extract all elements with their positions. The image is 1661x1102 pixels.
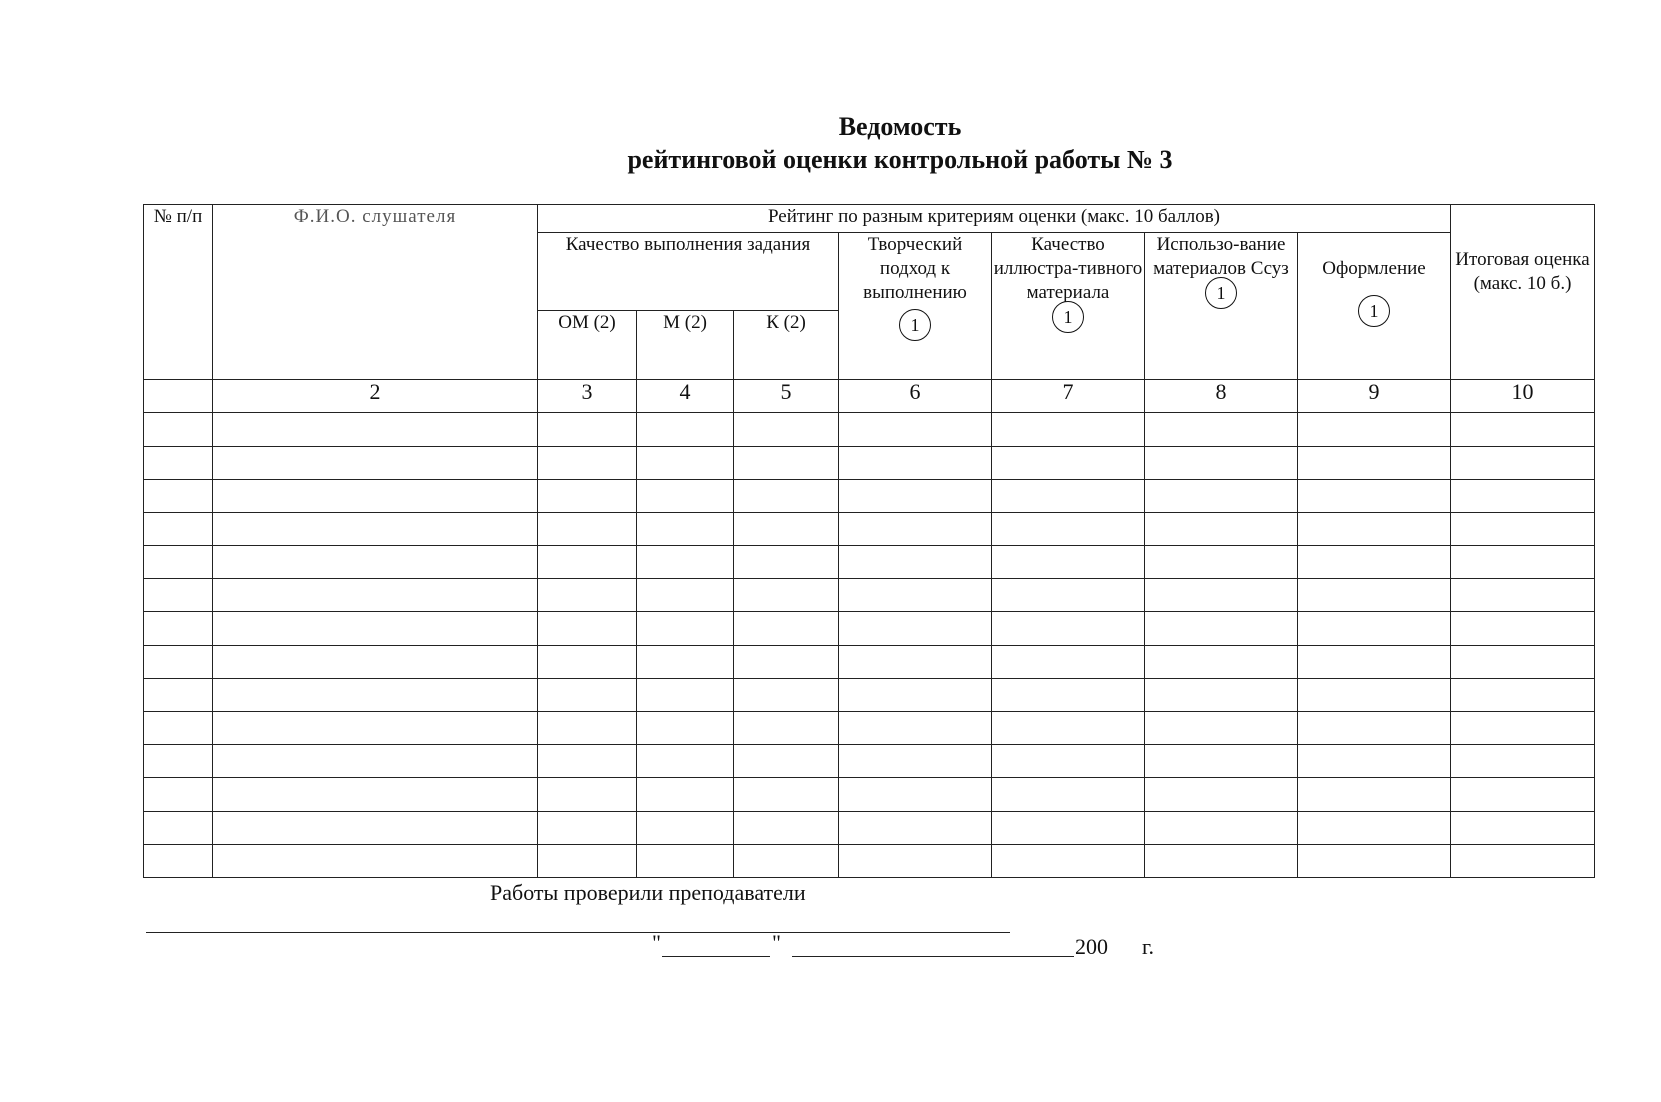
header-creative: [839, 232, 992, 379]
table-cell[interactable]: [144, 512, 213, 545]
table-cell[interactable]: [144, 579, 213, 612]
table-cell[interactable]: [734, 579, 839, 612]
table-cell[interactable]: [1145, 479, 1298, 512]
signature-line: [146, 932, 1010, 933]
table-cell[interactable]: [213, 745, 538, 778]
table-cell[interactable]: [992, 712, 1145, 745]
table-cell[interactable]: [637, 479, 734, 512]
year-suffix: г.: [1142, 934, 1155, 959]
table-cell[interactable]: [839, 579, 992, 612]
table-cell[interactable]: [992, 546, 1145, 579]
column-number-cell: 4: [637, 379, 734, 413]
table-cell[interactable]: [992, 745, 1145, 778]
table-cell[interactable]: [538, 546, 637, 579]
table-cell[interactable]: [1145, 745, 1298, 778]
table-cell[interactable]: [637, 678, 734, 711]
table-row: [144, 745, 1595, 778]
table-cell[interactable]: [144, 745, 213, 778]
table-cell[interactable]: [1451, 612, 1595, 645]
table-row: [144, 778, 1595, 811]
table-cell[interactable]: [213, 612, 538, 645]
table-cell[interactable]: [992, 844, 1145, 877]
column-number-cell: 10: [1451, 379, 1595, 413]
table-cell[interactable]: [1298, 645, 1451, 678]
table-cell[interactable]: [1145, 811, 1298, 844]
table-cell[interactable]: [1298, 479, 1451, 512]
table-cell[interactable]: [992, 413, 1145, 446]
table-cell[interactable]: [637, 712, 734, 745]
table-cell[interactable]: [538, 579, 637, 612]
table-cell[interactable]: [1145, 579, 1298, 612]
table-cell[interactable]: [839, 546, 992, 579]
table-cell[interactable]: [1298, 579, 1451, 612]
table-row: [144, 811, 1595, 844]
column-number-row: [144, 379, 1595, 413]
table-cell[interactable]: [1451, 446, 1595, 479]
document-subtitle: рейтинговой оценки контрольной работы № 3: [627, 145, 1173, 174]
table-cell[interactable]: [538, 712, 637, 745]
table-cell[interactable]: [1298, 446, 1451, 479]
table-cell[interactable]: [538, 512, 637, 545]
table-cell[interactable]: [538, 811, 637, 844]
table-cell[interactable]: [538, 678, 637, 711]
table-row: [144, 546, 1595, 579]
illustrative-max-circle: 1: [1052, 301, 1084, 333]
table-cell[interactable]: [839, 778, 992, 811]
table-cell[interactable]: [1298, 413, 1451, 446]
table-row: [144, 512, 1595, 545]
table-cell[interactable]: [734, 546, 839, 579]
table-cell[interactable]: [213, 645, 538, 678]
table-cell[interactable]: [213, 413, 538, 446]
table-cell[interactable]: [992, 678, 1145, 711]
table-cell[interactable]: [213, 844, 538, 877]
column-number-cell: 8: [1145, 379, 1298, 413]
quote-close: ": [772, 930, 781, 955]
table-cell[interactable]: [1451, 512, 1595, 545]
usage-max-circle: 1: [1205, 277, 1237, 309]
year-prefix: 200: [1075, 934, 1108, 959]
table-cell[interactable]: [213, 778, 538, 811]
table-cell[interactable]: [538, 645, 637, 678]
table-row: [144, 413, 1595, 446]
table-cell[interactable]: [538, 446, 637, 479]
table-row: [144, 579, 1595, 612]
table-cell[interactable]: [1298, 811, 1451, 844]
table-cell[interactable]: [144, 712, 213, 745]
table-cell[interactable]: [637, 579, 734, 612]
table-cell[interactable]: [144, 678, 213, 711]
table-cell[interactable]: [839, 479, 992, 512]
table-cell[interactable]: [1145, 678, 1298, 711]
table-cell[interactable]: [1145, 844, 1298, 877]
table-cell[interactable]: [1451, 645, 1595, 678]
table-cell[interactable]: [213, 678, 538, 711]
column-number-cell: 7: [992, 379, 1145, 413]
table-row: [144, 678, 1595, 711]
table-cell[interactable]: [1145, 512, 1298, 545]
table-cell[interactable]: [1298, 612, 1451, 645]
table-cell[interactable]: [637, 811, 734, 844]
rating-table: [143, 204, 1595, 878]
table-cell[interactable]: [538, 844, 637, 877]
table-cell[interactable]: [1145, 413, 1298, 446]
table-cell[interactable]: [144, 645, 213, 678]
header-sub-k: К (2): [734, 311, 839, 379]
table-cell[interactable]: [1298, 712, 1451, 745]
table-cell[interactable]: [992, 512, 1145, 545]
table-cell[interactable]: [992, 479, 1145, 512]
table-cell[interactable]: [839, 612, 992, 645]
table-cell[interactable]: [839, 811, 992, 844]
table-cell[interactable]: [637, 778, 734, 811]
table-cell[interactable]: [839, 745, 992, 778]
table-cell[interactable]: [1451, 811, 1595, 844]
table-cell[interactable]: [1145, 778, 1298, 811]
table-cell[interactable]: [213, 546, 538, 579]
table-cell[interactable]: [1145, 612, 1298, 645]
table-cell[interactable]: [1451, 712, 1595, 745]
table-cell[interactable]: [1298, 778, 1451, 811]
table-cell[interactable]: [992, 811, 1145, 844]
table-cell[interactable]: [1451, 579, 1595, 612]
day-line: [662, 956, 770, 957]
header-rating-group: Рейтинг по разным критериям оценки (макс. 10 баллов): [538, 205, 1451, 233]
header-sub-om: ОМ (2): [538, 311, 637, 379]
table-cell[interactable]: [144, 612, 213, 645]
table-cell[interactable]: [213, 712, 538, 745]
table-row: [144, 479, 1595, 512]
table-cell[interactable]: [734, 512, 839, 545]
table-cell[interactable]: [637, 844, 734, 877]
table-cell[interactable]: [637, 446, 734, 479]
table-cell[interactable]: [734, 479, 839, 512]
table-cell[interactable]: [1451, 844, 1595, 877]
column-number-cell: [144, 379, 213, 413]
header-usage-label: Использо-вание материалов Ссуз: [1153, 233, 1289, 279]
table-cell[interactable]: [1451, 778, 1595, 811]
table-cell[interactable]: [538, 479, 637, 512]
header-illustrative: [992, 232, 1145, 379]
table-cell[interactable]: [1451, 479, 1595, 512]
table-cell[interactable]: [1451, 546, 1595, 579]
table-body: [144, 413, 1595, 878]
table-cell[interactable]: [213, 579, 538, 612]
table-cell[interactable]: [839, 645, 992, 678]
table-row: [144, 612, 1595, 645]
table-cell[interactable]: [637, 645, 734, 678]
table-cell[interactable]: [1145, 446, 1298, 479]
table-cell[interactable]: [734, 712, 839, 745]
header-num-col: № п/п: [144, 205, 213, 380]
table-row: [144, 712, 1595, 745]
table-cell[interactable]: [734, 778, 839, 811]
table-cell[interactable]: [144, 413, 213, 446]
table-cell[interactable]: [992, 645, 1145, 678]
quote-open: ": [652, 930, 661, 955]
table-cell[interactable]: [1451, 413, 1595, 446]
table-cell[interactable]: [213, 512, 538, 545]
header-sub-m: М (2): [637, 311, 734, 379]
table-cell[interactable]: [213, 811, 538, 844]
header-illustrative-label: Качество иллюстра-тивного материала: [993, 233, 1143, 303]
table-row: [144, 645, 1595, 678]
table-cell[interactable]: [144, 546, 213, 579]
header-fio-col: Ф.И.О. слушателя: [213, 205, 538, 380]
table-cell[interactable]: [538, 612, 637, 645]
column-number-cell: 9: [1298, 379, 1451, 413]
table-cell[interactable]: [734, 678, 839, 711]
table-cell[interactable]: [538, 413, 637, 446]
table-cell[interactable]: [734, 446, 839, 479]
column-number-cell: 3: [538, 379, 637, 413]
table-cell[interactable]: [734, 844, 839, 877]
header-usage: [1145, 232, 1298, 379]
table-cell[interactable]: [213, 479, 538, 512]
table-cell[interactable]: [213, 446, 538, 479]
table-cell[interactable]: [1298, 745, 1451, 778]
header-creative-label: Творческий подход к выполнению: [863, 233, 967, 303]
document-title: Ведомость: [838, 112, 962, 141]
table-cell[interactable]: [637, 413, 734, 446]
table-cell[interactable]: [839, 413, 992, 446]
design-max-circle: 1: [1358, 295, 1390, 327]
table-cell[interactable]: [734, 745, 839, 778]
column-number-cell: 2: [213, 379, 538, 413]
table-cell[interactable]: [144, 778, 213, 811]
table-cell[interactable]: [734, 811, 839, 844]
table-cell[interactable]: [839, 844, 992, 877]
table-cell[interactable]: [144, 811, 213, 844]
header-quality-group: Качество выполнения задания: [538, 232, 839, 311]
table-cell[interactable]: [144, 844, 213, 877]
table-cell[interactable]: [538, 745, 637, 778]
checked-by-label: Работы проверили преподаватели: [490, 880, 806, 905]
table-cell[interactable]: [144, 479, 213, 512]
table-cell[interactable]: [992, 446, 1145, 479]
table-cell[interactable]: [1298, 678, 1451, 711]
table-row: [144, 844, 1595, 877]
table-cell[interactable]: [992, 778, 1145, 811]
table-cell[interactable]: [637, 546, 734, 579]
table-cell[interactable]: [637, 512, 734, 545]
table-cell[interactable]: [839, 446, 992, 479]
table-cell[interactable]: [637, 612, 734, 645]
month-line: [792, 956, 1074, 957]
table-row: [144, 446, 1595, 479]
table-cell[interactable]: [637, 745, 734, 778]
table-cell[interactable]: [144, 446, 213, 479]
table-cell[interactable]: [1298, 546, 1451, 579]
table-cell[interactable]: [538, 778, 637, 811]
table-cell[interactable]: [1451, 678, 1595, 711]
table-cell[interactable]: [1451, 745, 1595, 778]
header-final: Итоговая оценка (макс. 10 б.): [1451, 205, 1595, 380]
table-cell[interactable]: [839, 512, 992, 545]
table-cell[interactable]: [1298, 844, 1451, 877]
table-cell[interactable]: [1145, 712, 1298, 745]
column-number-cell: 6: [839, 379, 992, 413]
table-cell[interactable]: [1298, 512, 1451, 545]
table-cell[interactable]: [992, 612, 1145, 645]
header-design-label: Оформление: [1322, 257, 1426, 279]
table-cell[interactable]: [734, 645, 839, 678]
table-cell[interactable]: [839, 678, 992, 711]
creative-max-circle: 1: [899, 309, 931, 341]
table-cell[interactable]: [839, 712, 992, 745]
table-cell[interactable]: [1145, 546, 1298, 579]
header-design: [1298, 232, 1451, 379]
table-cell[interactable]: [734, 413, 839, 446]
table-cell[interactable]: [1145, 645, 1298, 678]
column-number-cell: 5: [734, 379, 839, 413]
table-cell[interactable]: [734, 612, 839, 645]
table-cell[interactable]: [992, 579, 1145, 612]
